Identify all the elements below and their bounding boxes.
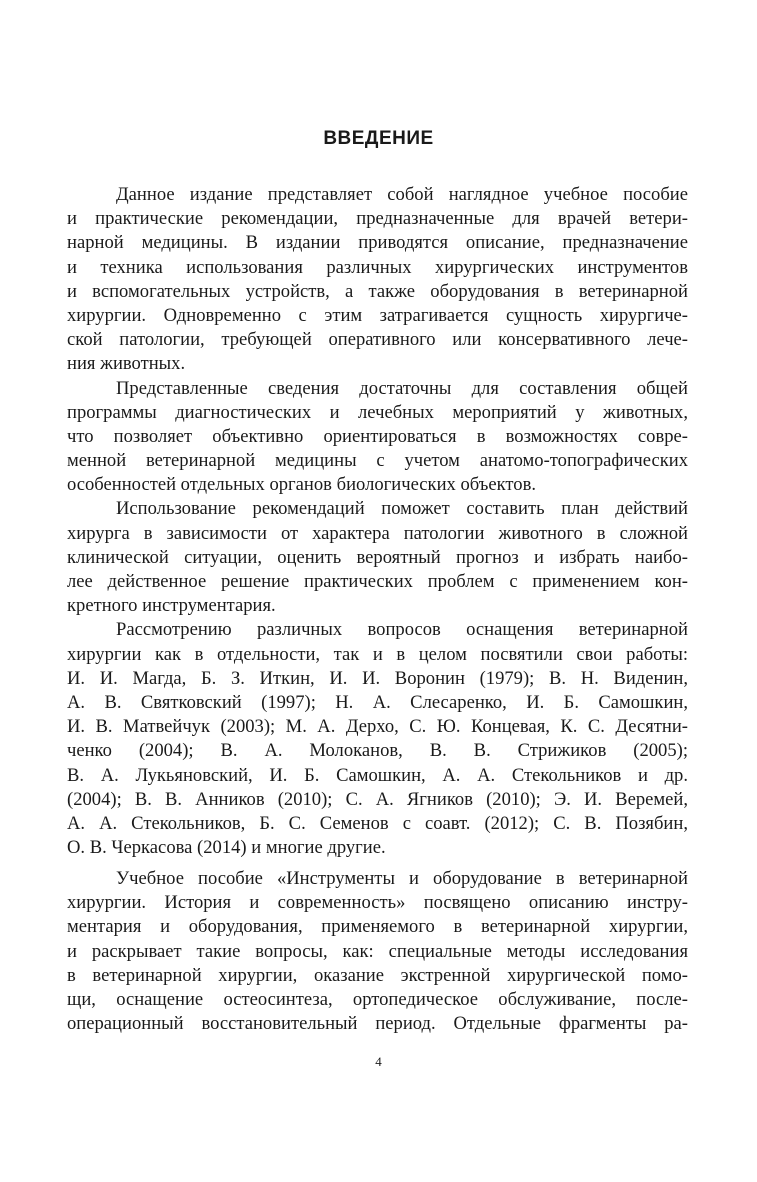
text-line: хирургии. Одновременно с этим затрагивается сущность хирургиче- xyxy=(67,304,688,326)
text-line: ментария и оборудования, применяемого в ветеринарной хирургии, xyxy=(67,916,688,938)
text-line: Данное издание представляет собой наглядное учебное пособие xyxy=(116,184,688,205)
text-line: менной ветеринарной медицины с учетом анатомо-топографических xyxy=(67,450,688,472)
text-line: И. И. Магда, Б. З. Иткин, И. И. Воронин (1979); В. Н. Виденин, xyxy=(67,667,688,689)
text-line: ской патологии, требующей оперативного или консервативного лече- xyxy=(67,329,688,351)
text-line: лее действенное решение практических проблем с применением кон- xyxy=(67,571,688,592)
description-text-block xyxy=(67,867,688,1036)
text-line: Представленные сведения достаточны для составления общей xyxy=(116,377,688,399)
text-line: что позволяет объективно ориентироваться в возможностях совре- xyxy=(67,425,688,447)
text-line: хирургии. История и современность» посвящено описанию инстру- xyxy=(67,892,688,914)
text-line: операционный восстановительный период. Отдельные фрагменты ра- xyxy=(67,1013,688,1035)
text-line: В. А. Лукьяновский, И. Б. Самошкин, А. А. Стекольников и др. xyxy=(67,764,688,786)
text-line: и практические рекомендации, предназначенные для врачей ветери- xyxy=(67,208,688,230)
text-line: ния животных. xyxy=(67,353,186,375)
text-line: А. В. Святковский (1997); Н. А. Слесаренко, И. Б. Самошкин, xyxy=(67,691,688,713)
text-line: в ветеринарной хирургии, оказание экстренной хирургической помо- xyxy=(67,964,688,986)
text-line: О. В. Черкасова (2014) и многие другие. xyxy=(67,837,386,859)
text-line: (2004); В. В. Анников (2010); С. А. Ягников (2010); Э. И. Веремей, xyxy=(67,788,688,810)
text-line: нарной медицины. В издании приводятся описание, предназначение xyxy=(67,232,688,254)
page-number: 4 xyxy=(375,1054,382,1069)
text-line: хирурга в зависимости от характера патологии животного в сложной xyxy=(67,522,688,544)
page-title: ВВЕДЕНИЕ xyxy=(323,128,434,149)
text-line: Учебное пособие «Инструменты и оборудование в ветеринарной xyxy=(116,868,688,889)
text-line: клинической ситуации, оценить вероятный прогноз и избрать наибо- xyxy=(67,546,688,568)
text-line: программы диагностических и лечебных мероприятий у животных, xyxy=(67,401,688,423)
text-line: хирургии как в отдельности, так и в целом посвятили свои работы: xyxy=(67,643,688,665)
text-line: и раскрывает такие вопросы, как: специальные методы исследования xyxy=(67,940,688,962)
text-line: И. В. Матвейчук (2003); М. А. Дерхо, С. Ю. Концевая, К. С. Десятни- xyxy=(67,716,688,738)
text-line: и вспомогательных устройств, а также оборудования в ветеринарной xyxy=(67,280,688,302)
intro-text-block xyxy=(67,183,688,860)
text-line: особенностей отдельных органов биологических объектов. xyxy=(67,474,537,496)
text-line: А. А. Стекольников, Б. С. Семенов с соавт. (2012); С. В. Позябин, xyxy=(67,812,688,834)
text-line: щи, оснащение остеосинтеза, ортопедическое обслуживание, после- xyxy=(67,988,688,1010)
text-line: Использование рекомендаций поможет составить план действий xyxy=(116,498,688,520)
text-line: ченко (2004); В. А. Молоканов, В. В. Стрижиков (2005); xyxy=(67,740,688,762)
text-line: кретного инструментария. xyxy=(67,595,276,617)
text-line: Рассмотрению различных вопросов оснащения ветеринарной xyxy=(116,619,688,641)
text-line: и техника использования различных хирургических инструментов xyxy=(67,256,688,278)
